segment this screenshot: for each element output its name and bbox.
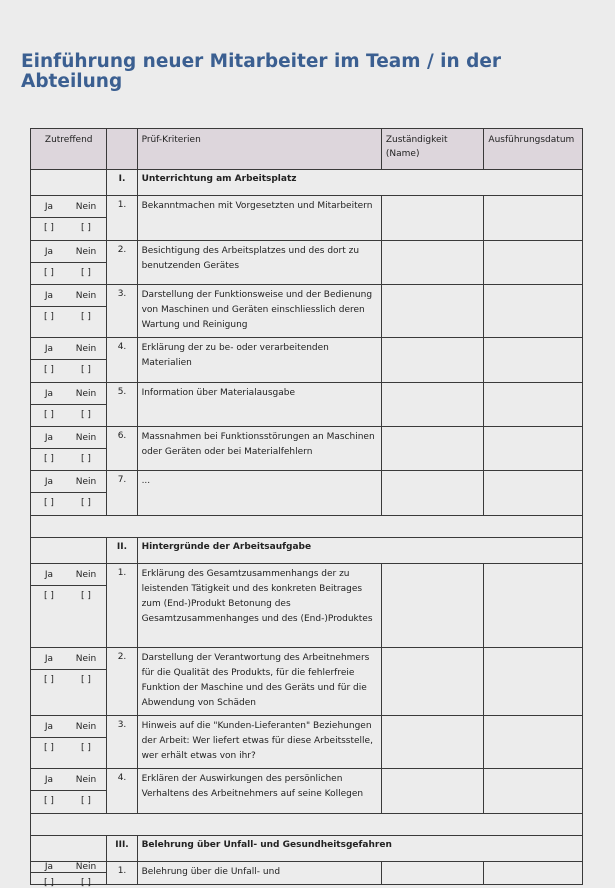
responsibility-cell[interactable]	[381, 285, 484, 338]
no-label: Nein	[75, 388, 97, 399]
checkbox-row	[31, 263, 106, 284]
no-checkbox[interactable]: [ ]	[81, 223, 91, 233]
yes-label: Ja	[44, 343, 54, 354]
criterion-number: 1.	[107, 862, 137, 885]
table-row	[31, 427, 583, 471]
execution-date-cell[interactable]	[484, 338, 583, 383]
yes-label: Ja	[44, 432, 54, 443]
section-title: Unterrichtung am Arbeitsplatz	[137, 170, 582, 196]
yes-no-labels	[31, 285, 106, 307]
spacer-row	[31, 516, 583, 538]
section-empty-cell	[31, 836, 107, 862]
yes-label: Ja	[44, 569, 54, 580]
yes-checkbox[interactable]: [ ]	[44, 498, 54, 508]
checklist-table	[30, 128, 583, 888]
table-row	[31, 471, 583, 516]
checkbox-row	[31, 873, 106, 888]
zutreffend-cell	[31, 196, 107, 241]
execution-date-cell[interactable]	[484, 196, 583, 241]
yes-no-labels	[31, 769, 106, 791]
criterion-text: Darstellung der Verantwortung des Arbeitnehmers für die Qualität des Produkts, für die fehlerfreie Funktion der Maschine und des Geräts und für die Abwendung von Schäden	[137, 648, 381, 716]
no-label: Nein	[75, 653, 97, 664]
checkbox-row	[31, 218, 106, 240]
zutreffend-cell	[31, 241, 107, 285]
criterion-number: 1.	[107, 564, 137, 648]
zutreffend-cell	[31, 862, 107, 888]
criterion-text: Belehrung über die Unfall- und	[137, 862, 381, 885]
execution-date-cell[interactable]	[484, 769, 583, 814]
criterion-text: Erklärung der zu be- oder verarbeitenden Materialien	[137, 338, 381, 383]
yes-no-labels	[31, 338, 106, 360]
no-label: Nein	[75, 862, 97, 872]
responsibility-cell[interactable]	[381, 648, 484, 716]
yes-no-labels	[31, 648, 106, 670]
table-row	[31, 862, 583, 885]
execution-date-cell[interactable]	[484, 716, 583, 769]
table-row	[31, 383, 583, 427]
document-title: Einführung neuer Mitarbeiter im Team / in der Abteilung	[21, 51, 502, 92]
execution-date-cell[interactable]	[484, 471, 583, 516]
execution-date-cell[interactable]	[484, 564, 583, 648]
criterion-number: 7.	[107, 471, 137, 516]
checkbox-row	[31, 791, 106, 813]
section-row	[31, 836, 583, 862]
responsibility-cell[interactable]	[381, 769, 484, 814]
criterion-number: 3.	[107, 285, 137, 338]
yes-no-labels	[31, 471, 106, 493]
responsibility-cell[interactable]	[381, 196, 484, 241]
criterion-text: Bekanntmachen mit Vorgesetzten und Mitarbeitern	[137, 196, 381, 241]
zutreffend-cell	[31, 648, 107, 716]
header-col1: Zutreffend	[31, 129, 107, 170]
yes-no-labels	[31, 862, 106, 873]
section-number: II.	[107, 538, 137, 564]
criterion-text: Massnahmen bei Funktionsstörungen an Maschinen oder Geräten oder bei Materialfehlern	[137, 427, 381, 471]
criterion-text: Erklärung des Gesamtzusammenhangs der zu leistenden Tätigkeit und des konkreten Beitrages zum (End-)Produkt Betonung des Gesamtzusammenhanges und des (End-)Produktes	[137, 564, 381, 648]
header-col4: Zuständigkeit (Name)	[381, 129, 484, 170]
criterion-text: ...	[137, 471, 381, 516]
yes-no-labels	[31, 716, 106, 738]
criterion-number: 4.	[107, 769, 137, 814]
yes-checkbox[interactable]: [ ]	[44, 223, 54, 233]
table-header-row	[31, 129, 583, 170]
yes-label: Ja	[44, 246, 54, 257]
yes-checkbox[interactable]: [ ]	[44, 796, 54, 806]
no-checkbox[interactable]: [ ]	[81, 365, 91, 375]
table-row	[31, 196, 583, 241]
yes-checkbox[interactable]: [ ]	[44, 591, 54, 601]
yes-no-labels	[31, 241, 106, 263]
table-row	[31, 769, 583, 814]
criterion-text: Information über Materialausgabe	[137, 383, 381, 427]
yes-checkbox[interactable]: [ ]	[44, 878, 54, 888]
header-col3: Prüf-Kriterien	[137, 129, 381, 170]
yes-label: Ja	[44, 476, 54, 487]
yes-no-labels	[31, 383, 106, 405]
section-empty-cell	[31, 170, 107, 196]
criterion-number: 4.	[107, 338, 137, 383]
spacer-row	[31, 814, 583, 836]
no-label: Nein	[75, 343, 97, 354]
table-row	[31, 241, 583, 285]
no-checkbox[interactable]: [ ]	[81, 312, 91, 322]
yes-label: Ja	[44, 201, 54, 212]
checkbox-row	[31, 670, 106, 715]
spacer-cell	[31, 516, 583, 538]
yes-checkbox[interactable]: [ ]	[44, 675, 54, 685]
yes-no-labels	[31, 196, 106, 218]
criterion-number: 3.	[107, 716, 137, 769]
criterion-number: 2.	[107, 241, 137, 285]
yes-label: Ja	[44, 290, 54, 301]
no-checkbox[interactable]: [ ]	[81, 498, 91, 508]
section-empty-cell	[31, 538, 107, 564]
checkbox-row	[31, 449, 106, 470]
responsibility-cell[interactable]	[381, 427, 484, 471]
yes-label: Ja	[44, 653, 54, 664]
no-label: Nein	[75, 569, 97, 580]
criterion-number: 2.	[107, 648, 137, 716]
checkbox-row	[31, 405, 106, 426]
criterion-text: Erklären der Auswirkungen des persönlichen Verhaltens des Arbeitnehmers auf seine Kollegen	[137, 769, 381, 814]
yes-checkbox[interactable]: [ ]	[44, 365, 54, 375]
no-label: Nein	[75, 246, 97, 257]
execution-date-cell[interactable]	[484, 427, 583, 471]
no-label: Nein	[75, 201, 97, 212]
checkbox-row	[31, 586, 106, 647]
no-label: Nein	[75, 774, 97, 785]
yes-checkbox[interactable]: [ ]	[44, 743, 54, 753]
yes-no-labels	[31, 427, 106, 449]
yes-label: Ja	[44, 862, 54, 872]
spacer-cell	[31, 814, 583, 836]
section-number: III.	[107, 836, 137, 862]
yes-checkbox[interactable]: [ ]	[44, 312, 54, 322]
header-col2	[107, 129, 137, 170]
criterion-number: 6.	[107, 427, 137, 471]
execution-date-cell[interactable]	[484, 241, 583, 285]
no-checkbox[interactable]: [ ]	[81, 878, 91, 888]
no-checkbox[interactable]: [ ]	[81, 591, 91, 601]
no-checkbox[interactable]: [ ]	[81, 268, 91, 278]
execution-date-cell[interactable]	[484, 285, 583, 338]
checkbox-row	[31, 493, 106, 515]
yes-label: Ja	[44, 774, 54, 785]
zutreffend-cell	[31, 338, 107, 383]
section-number: I.	[107, 170, 137, 196]
section-row	[31, 538, 583, 564]
zutreffend-cell	[31, 285, 107, 338]
yes-checkbox[interactable]: [ ]	[44, 410, 54, 420]
criterion-number: 1.	[107, 196, 137, 241]
criterion-number: 5.	[107, 383, 137, 427]
responsibility-cell[interactable]	[381, 338, 484, 383]
no-checkbox[interactable]: [ ]	[81, 410, 91, 420]
yes-label: Ja	[44, 721, 54, 732]
execution-date-cell[interactable]	[484, 648, 583, 716]
no-checkbox[interactable]: [ ]	[81, 675, 91, 685]
no-label: Nein	[75, 432, 97, 443]
responsibility-cell[interactable]	[381, 564, 484, 648]
yes-label: Ja	[44, 388, 54, 399]
no-checkbox[interactable]: [ ]	[81, 454, 91, 464]
zutreffend-cell	[31, 471, 107, 516]
zutreffend-cell	[31, 383, 107, 427]
table-row	[31, 338, 583, 383]
zutreffend-cell	[31, 769, 107, 814]
execution-date-cell[interactable]	[484, 383, 583, 427]
yes-no-labels	[31, 564, 106, 586]
table-row	[31, 716, 583, 769]
responsibility-cell[interactable]	[381, 383, 484, 427]
section-row	[31, 170, 583, 196]
no-label: Nein	[75, 721, 97, 732]
no-label: Nein	[75, 476, 97, 487]
section-title: Belehrung über Unfall- und Gesundheitsgefahren	[137, 836, 582, 862]
no-label: Nein	[75, 290, 97, 301]
yes-checkbox[interactable]: [ ]	[44, 454, 54, 464]
header-col5: Ausführungsdatum	[484, 129, 583, 170]
checkbox-row	[31, 738, 106, 768]
table-row	[31, 564, 583, 648]
checkbox-row	[31, 307, 106, 337]
checkbox-row	[31, 360, 106, 382]
no-checkbox[interactable]: [ ]	[81, 743, 91, 753]
responsibility-cell[interactable]	[381, 862, 484, 885]
responsibility-cell[interactable]	[381, 241, 484, 285]
responsibility-cell[interactable]	[381, 716, 484, 769]
zutreffend-cell	[31, 716, 107, 769]
zutreffend-cell	[31, 427, 107, 471]
criterion-text: Besichtigung des Arbeitsplatzes und des dort zu benutzenden Gerätes	[137, 241, 381, 285]
responsibility-cell[interactable]	[381, 471, 484, 516]
section-title: Hintergründe der Arbeitsaufgabe	[137, 538, 582, 564]
execution-date-cell[interactable]	[484, 862, 583, 885]
criterion-text: Hinweis auf die "Kunden-Lieferanten" Beziehungen der Arbeit: Wer liefert etwas für diese Arbeitsstelle, wer erhält etwas von ihr?	[137, 716, 381, 769]
table-row	[31, 648, 583, 716]
table-row	[31, 285, 583, 338]
yes-checkbox[interactable]: [ ]	[44, 268, 54, 278]
criterion-text: Darstellung der Funktionsweise und der Bedienung von Maschinen und Geräten einschliesslich deren Wartung und Reinigung	[137, 285, 381, 338]
no-checkbox[interactable]: [ ]	[81, 796, 91, 806]
zutreffend-cell	[31, 564, 107, 648]
